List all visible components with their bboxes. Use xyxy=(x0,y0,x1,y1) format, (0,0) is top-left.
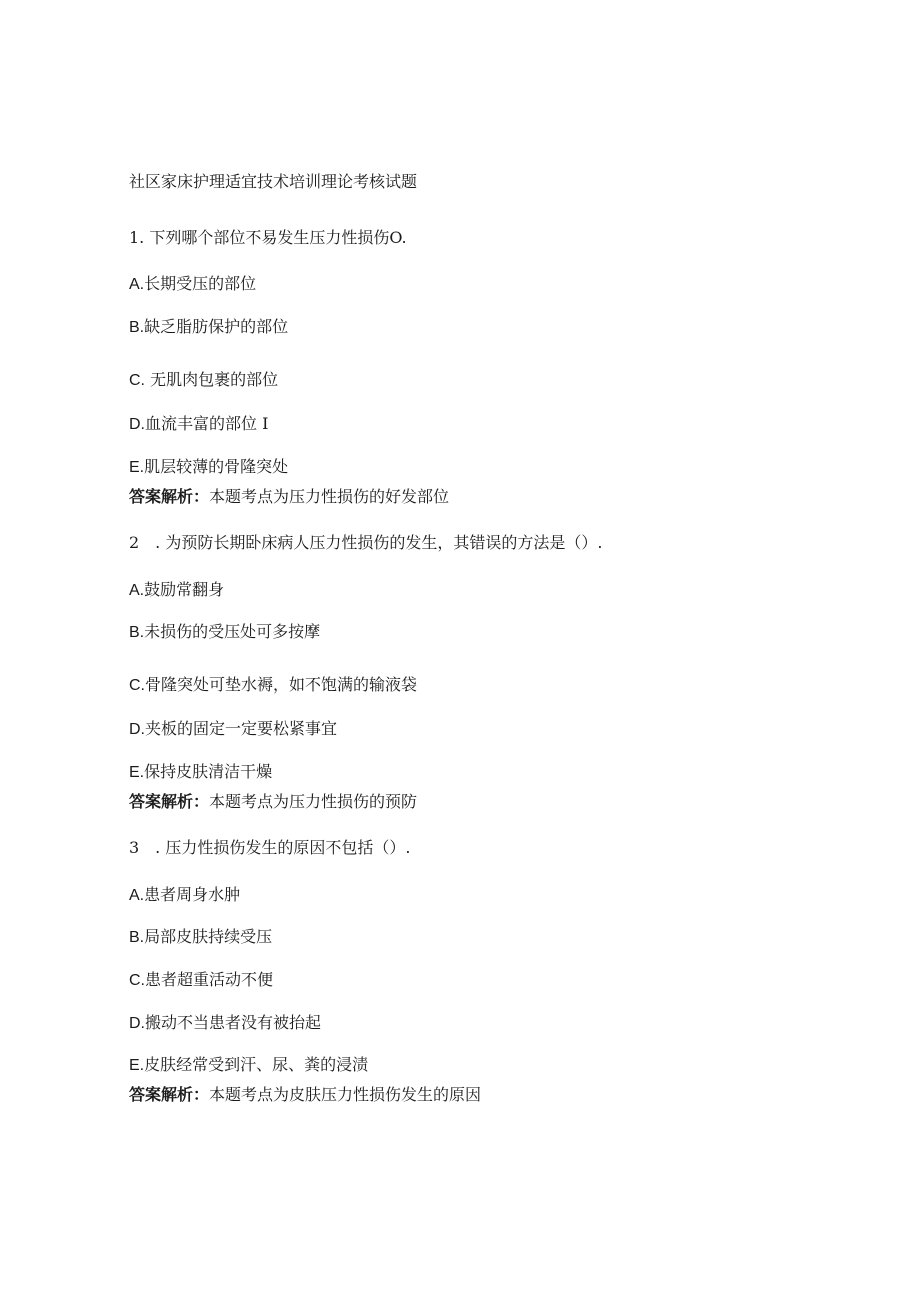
page-title: 社区家床护理适宜技术培训理论考核试题 xyxy=(129,172,418,191)
option-letter: A. xyxy=(129,582,145,599)
option-text: 缺乏脂肪保护的部位 xyxy=(144,317,289,336)
question-3-stem: 3 . 压力性损伤发生的原因不包括（）. xyxy=(129,838,411,857)
option-letter: E. xyxy=(129,764,145,781)
option-letter: A. xyxy=(129,887,145,904)
question-3-option-b xyxy=(129,927,272,948)
option-letter: D. xyxy=(129,721,145,738)
option-text: 患者周身水肿 xyxy=(144,885,241,904)
option-text: 患者超重活动不便 xyxy=(145,970,274,989)
option-text: 未损伤的受压处可多按摩 xyxy=(144,622,321,641)
question-1-stem: 1. 下列哪个部位不易发生压力性损伤O. xyxy=(129,228,407,247)
option-letter: E. xyxy=(129,1057,145,1074)
option-letter: E. xyxy=(129,459,145,476)
answer-analysis-label: 答案解析： xyxy=(129,792,210,811)
question-3-option-a xyxy=(129,885,240,906)
question-2-option-e xyxy=(129,762,272,783)
option-text: 夹板的固定一定要松紧事宜 xyxy=(145,719,338,738)
question-2-option-d xyxy=(129,719,337,740)
question-1-option-e xyxy=(129,457,288,478)
option-letter: C. xyxy=(129,677,145,694)
option-text: 局部皮肤持续受压 xyxy=(144,927,273,946)
option-letter: B. xyxy=(129,319,145,336)
option-text: 骨隆突处可垫水褥，如不饱满的输液袋 xyxy=(145,675,418,694)
question-1-option-a xyxy=(129,274,256,295)
answer-analysis-label: 答案解析： xyxy=(129,1085,210,1104)
question-1-option-d xyxy=(129,414,268,435)
option-letter: D. xyxy=(129,416,145,433)
option-letter: B. xyxy=(129,624,145,641)
question-1-option-b xyxy=(129,317,288,338)
question-3-option-c xyxy=(129,970,273,991)
option-letter: C. xyxy=(129,372,145,389)
option-text: 长期受压的部位 xyxy=(144,274,257,293)
option-text: 无肌肉包裹的部位 xyxy=(145,370,279,389)
question-3-option-e xyxy=(129,1055,368,1076)
question-2-option-c xyxy=(129,675,417,696)
option-letter: B. xyxy=(129,929,145,946)
answer-analysis-label: 答案解析： xyxy=(129,487,210,506)
option-text: 血流丰富的部位 I xyxy=(145,414,269,433)
question-2-stem: 2 . 为预防长期卧床病人压力性损伤的发生，其错误的方法是（）. xyxy=(129,533,603,552)
option-text: 搬动不当患者没有被抬起 xyxy=(145,1013,322,1032)
analysis-text: 本题考点为压力性损伤的预防 xyxy=(209,792,418,811)
question-2-option-a xyxy=(129,580,224,601)
option-letter: D. xyxy=(129,1015,145,1032)
question-1-analysis xyxy=(129,487,449,507)
option-letter: C. xyxy=(129,972,145,989)
analysis-text: 本题考点为皮肤压力性损伤发生的原因 xyxy=(209,1085,482,1104)
option-letter: A. xyxy=(129,276,145,293)
analysis-text: 本题考点为压力性损伤的好发部位 xyxy=(209,487,450,506)
question-2-option-b xyxy=(129,622,320,643)
question-1-option-c xyxy=(129,370,278,391)
option-text: 皮肤经常受到汗、尿、粪的浸渍 xyxy=(144,1055,369,1074)
question-2-analysis xyxy=(129,792,417,812)
question-3-option-d xyxy=(129,1013,321,1034)
question-3-analysis xyxy=(129,1085,481,1105)
option-text: 肌层较薄的骨隆突处 xyxy=(144,457,289,476)
option-text: 鼓励常翻身 xyxy=(144,580,225,599)
option-text: 保持皮肤清洁干燥 xyxy=(144,762,273,781)
